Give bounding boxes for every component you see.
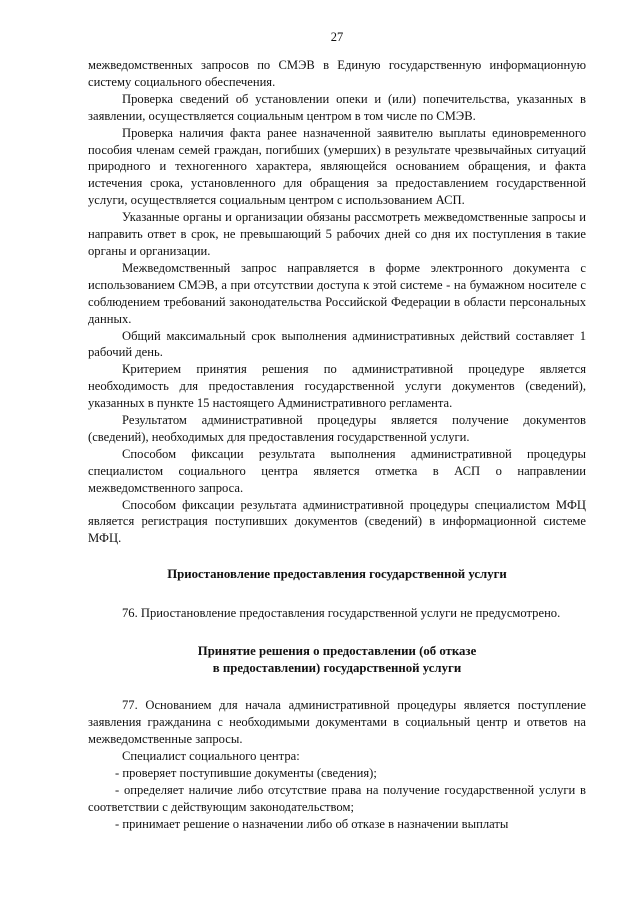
paragraph: Проверка сведений об установлении опеки и (или) попечительства, указанных в заявлении, осуществляется социальным центром в том числе по СМЭВ. xyxy=(88,91,586,123)
paragraph-76: 76. Приостановление предоставления государственной услуги не предусмотрено. xyxy=(122,606,561,621)
section-heading-suspension: Приостановление предоставления государственной услуги xyxy=(167,567,507,582)
paragraph: межведомственных запросов по СМЭВ в Единую государственную информационную систему социального обеспечения. xyxy=(88,58,586,89)
paragraph: Указанные органы и организации обязаны рассмотреть межведомственные запросы и направить ответ в срок, не превышающий 5 рабочих дней со дня их поступления в такие органы и организации. xyxy=(88,210,586,258)
paragraph: Способом фиксации результата выполнения административной процедуры специалистом социального центра является отметка в АСП о направлении межведомственного запроса. xyxy=(88,446,586,495)
paragraph: Проверка наличия факта ранее назначенной заявителю выплаты единовременного пособия членам семей граждан, погибших (умерших) в результате чрезвычайных ситуаций природного и техногенного характера, являющейся основанием обращения, и факта истечения срока, установленного для обращения за предоставлением государственной услуги, осуществляется социальным центром с использованием АСП. xyxy=(88,125,586,208)
section-heading-decision xyxy=(88,643,586,677)
heading-line: Принятие решения о предоставлении (об отказе xyxy=(197,644,477,659)
page-number: 27 xyxy=(330,30,344,44)
list-item: - проверяет поступившие документы (сведения); xyxy=(115,765,377,780)
list-item: - определяет наличие либо отсутствие права на получение государственной услуги в соответствии с действующим законодательством; xyxy=(88,782,586,814)
heading-line: в предоставлении) государственной услуги xyxy=(212,661,462,676)
specialist-intro: Специалист социального центра: xyxy=(122,748,300,763)
paragraph-77: 77. Основанием для начала административной процедуры является поступление заявления гражданина с необходимыми документами в социальный центр и ответов на межведомственные запросы. xyxy=(88,698,586,746)
list-item: - принимает решение о назначении либо об отказе в назначении выплаты xyxy=(115,816,509,831)
paragraph: Общий максимальный срок выполнения административных действий составляет 1 рабочий день. xyxy=(88,328,586,360)
body-text-top xyxy=(88,57,586,547)
paragraph: Критерием принятия решения по административной процедуре является необходимость для предоставления государственной услуги документов (сведений), указанных в пункте 15 настоящего Административного регламента. xyxy=(88,362,586,411)
paragraph: Способом фиксации результата административной процедуры специалистом МФЦ является регистрация поступивших документов (сведений) в информационной системе МФЦ. xyxy=(88,497,586,546)
paragraph: Результатом административной процедуры является получение документов (сведений), необходимых для предоставления государственной услуги. xyxy=(88,413,586,444)
paragraph: Межведомственный запрос направляется в форме электронного документа с использованием СМЭВ, а при отсутствии доступа к этой системе - на бумажном носителе с соблюдением требований законодательства Российской Федерации в области персональных данных. xyxy=(88,260,586,326)
